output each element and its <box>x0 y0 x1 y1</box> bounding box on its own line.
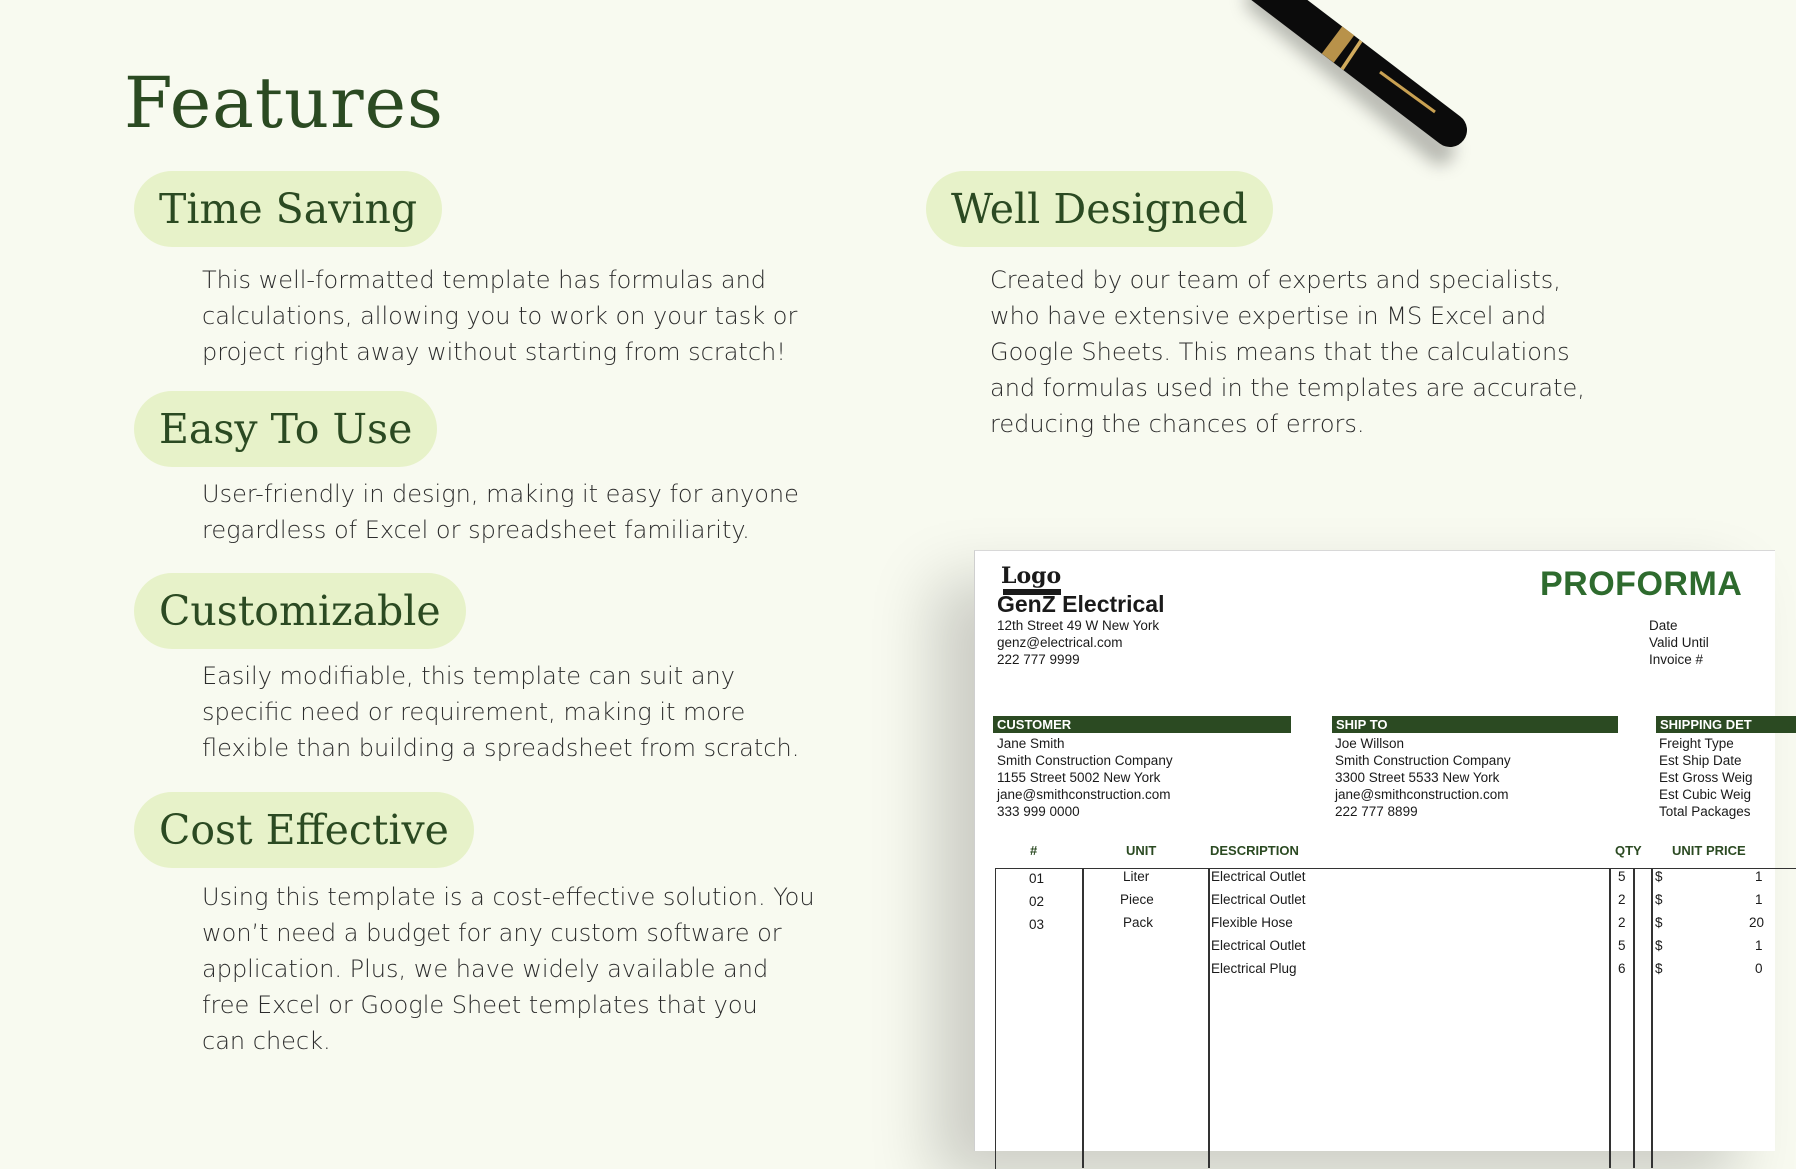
feature-title-customizable: Customizable <box>134 573 466 649</box>
row-2-unit: Piece <box>1120 892 1154 907</box>
row-2-number: 02 <box>1029 894 1045 909</box>
feature-title-well-designed: Well Designed <box>926 171 1273 247</box>
row-3-currency: $ <box>1655 915 1663 930</box>
customer-details: Jane Smith Smith Construction Company 1155 Street 5002 New York jane@smithconstruction.com 333 999 0000 <box>997 736 1173 819</box>
row-4-description: Electrical Outlet <box>1211 938 1306 953</box>
col-header-unit-price: UNIT PRICE <box>1672 843 1746 858</box>
invoice-logo: Logo <box>1001 563 1062 589</box>
feature-title-cost-effective: Cost Effective <box>134 792 474 868</box>
feature-title-time-saving: Time Saving <box>134 171 442 247</box>
col-divider <box>1651 868 1653 1168</box>
col-divider <box>1208 868 1210 1168</box>
row-1-unit: Liter <box>1123 869 1150 884</box>
ship-to-heading: SHIP TO <box>1332 716 1618 733</box>
row-5-currency: $ <box>1655 961 1663 976</box>
row-1-number: 01 <box>1029 871 1045 886</box>
col-header-number: # <box>1030 843 1038 858</box>
row-3-qty: 2 <box>1618 915 1626 930</box>
feature-desc-easy-to-use: User-friendly in design, making it easy for anyone regardless of Excel or spreadsheet familiarity. <box>202 480 799 544</box>
row-1-price: 1 <box>1755 869 1763 884</box>
feature-desc-well-designed: Created by our team of experts and specialists, who have extensive expertise in MS Excel and Google Sheets. This means that the calculations and formulas used in the templates are accurate, reducing the chances of errors. <box>990 266 1585 438</box>
pen-icon <box>1240 0 1540 170</box>
document-title: PROFORMA <box>1540 565 1743 603</box>
page-title: Features <box>124 62 444 144</box>
customer-heading: CUSTOMER <box>993 716 1291 733</box>
row-2-currency: $ <box>1655 892 1663 907</box>
col-divider <box>1082 868 1084 1168</box>
col-header-description: DESCRIPTION <box>1210 843 1299 858</box>
shipping-details: Freight Type Est Ship Date Est Gross Weig Est Cubic Weig Total Packages <box>1659 736 1753 819</box>
col-divider <box>1609 868 1611 1168</box>
row-3-number: 03 <box>1029 917 1045 932</box>
col-divider <box>1633 868 1635 1168</box>
company-name: GenZ Electrical <box>997 591 1165 617</box>
col-header-unit: UNIT <box>1126 843 1157 858</box>
row-5-qty: 6 <box>1618 961 1626 976</box>
row-4-price: 1 <box>1755 938 1763 953</box>
items-table <box>995 868 1796 1169</box>
row-5-price: 0 <box>1755 961 1763 976</box>
row-5-description: Electrical Plug <box>1211 961 1297 976</box>
row-3-price: 20 <box>1749 915 1765 930</box>
row-1-currency: $ <box>1655 869 1663 884</box>
invoice-meta-labels: Date Valid Until Invoice # <box>1649 618 1709 667</box>
shipping-heading: SHIPPING DET <box>1656 716 1796 733</box>
row-1-description: Electrical Outlet <box>1211 869 1306 884</box>
row-4-currency: $ <box>1655 938 1663 953</box>
feature-desc-customizable: Easily modifiable, this template can suit any specific need or requirement, making it more flexible than building a spreadsheet from scratch. <box>202 662 800 762</box>
company-details: 12th Street 49 W New York genz@electrical.com 222 777 9999 <box>997 618 1160 667</box>
row-2-description: Electrical Outlet <box>1211 892 1306 907</box>
invoice-preview <box>974 550 1775 1151</box>
row-3-unit: Pack <box>1123 915 1154 930</box>
feature-desc-cost-effective: Using this template is a cost-effective solution. You won’t need a budget for any custom software or application. Plus, we have widely available and free Excel or Google Sheet templates that you can check. <box>202 883 815 1055</box>
row-2-qty: 2 <box>1618 892 1626 907</box>
row-3-description: Flexible Hose <box>1211 915 1293 930</box>
feature-desc-time-saving: This well-formatted template has formulas and calculations, allowing you to work on your task or project right away without starting from scratch! <box>202 266 798 366</box>
feature-title-easy-to-use: Easy To Use <box>134 391 437 467</box>
row-2-price: 1 <box>1755 892 1763 907</box>
col-header-qty: QTY <box>1615 843 1642 858</box>
row-4-qty: 5 <box>1618 938 1626 953</box>
row-1-qty: 5 <box>1618 869 1626 884</box>
ship-to-details: Joe Willson Smith Construction Company 3300 Street 5533 New York jane@smithconstruction.com 222 777 8899 <box>1335 736 1511 819</box>
